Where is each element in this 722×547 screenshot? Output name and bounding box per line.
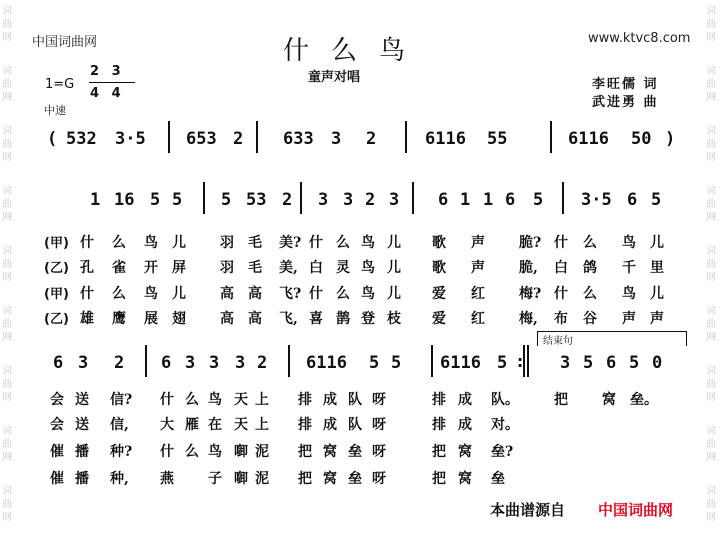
lyric-char: 队 bbox=[348, 417, 362, 433]
watermark-char: 曲 bbox=[706, 259, 716, 270]
lyric-role: (乙) bbox=[44, 261, 69, 276]
lyric-char: 脆? bbox=[519, 235, 542, 251]
footer-source-label: 本曲谱源自 bbox=[490, 501, 566, 519]
note: 53 bbox=[246, 190, 267, 210]
bar-line bbox=[562, 182, 564, 214]
note: 6116 bbox=[306, 353, 347, 373]
lyric-char: 鸟 bbox=[361, 260, 375, 276]
lyric-char: 排 bbox=[432, 417, 446, 433]
lyric-char: 呀 bbox=[372, 417, 386, 433]
note: 633 bbox=[283, 129, 314, 149]
note: 2 bbox=[233, 129, 244, 149]
note: 16 bbox=[114, 190, 135, 210]
watermark-char: 曲 bbox=[2, 19, 12, 30]
watermark-char: 曲 bbox=[2, 199, 12, 210]
lyric-char: 鸟 bbox=[208, 444, 222, 460]
lyric-char: 千 bbox=[622, 260, 636, 276]
lyric-char: 燕 bbox=[160, 471, 174, 487]
lyric-char: 屏 bbox=[172, 260, 186, 276]
lyric-char: 声 bbox=[650, 311, 664, 327]
watermark-char: 网 bbox=[2, 152, 12, 163]
note: 6 bbox=[438, 190, 449, 210]
lyric-char: 什 bbox=[554, 286, 568, 302]
lyric-char: 会 bbox=[50, 417, 64, 433]
lyric-char: 垒 bbox=[348, 444, 362, 460]
note: 6116 bbox=[440, 353, 481, 373]
watermark-char: 曲 bbox=[706, 139, 716, 150]
lyric-char: 天 bbox=[234, 392, 248, 408]
lyric-char: 飞, bbox=[279, 311, 298, 327]
watermark-char: 词 bbox=[2, 126, 12, 137]
lyric-char: 谷 bbox=[583, 311, 597, 327]
note: 6 bbox=[627, 190, 638, 210]
lyric-char: 垒 bbox=[348, 471, 362, 487]
lyric-char: 播 bbox=[75, 471, 89, 487]
lyric-char: 鸟 bbox=[622, 286, 636, 302]
watermark-char: 网 bbox=[2, 512, 12, 523]
site-name-left: 中国词曲网 bbox=[32, 35, 98, 50]
lyric-char: 鹊 bbox=[336, 311, 350, 327]
lyric-char: 毛 bbox=[248, 260, 262, 276]
note: 3 bbox=[78, 353, 89, 373]
lyric-char: 儿 bbox=[387, 286, 401, 302]
lyric-char: 催 bbox=[50, 444, 64, 460]
time-signature-bottom: 4 4 bbox=[90, 86, 125, 101]
lyric-char: 种? bbox=[110, 444, 133, 460]
lyric-char: 么 bbox=[583, 235, 597, 251]
site-url: www.ktvc8.com bbox=[588, 31, 691, 46]
lyric-char: 登 bbox=[361, 311, 375, 327]
lyric-char: 队 bbox=[348, 392, 362, 408]
lyric-char: 呀 bbox=[372, 392, 386, 408]
lyric-char: 鸽 bbox=[583, 260, 597, 276]
note: 5 bbox=[533, 190, 544, 210]
lyric-char: 么 bbox=[336, 286, 350, 302]
watermark-char: 曲 bbox=[2, 259, 12, 270]
lyric-char: 儿 bbox=[172, 286, 186, 302]
bar-line bbox=[288, 345, 290, 377]
note: 3 bbox=[389, 190, 400, 210]
lyricist-credit: 李旺儒 词 bbox=[592, 77, 659, 92]
lyric-char: 窝 bbox=[323, 444, 337, 460]
lyric-char: 声 bbox=[471, 260, 485, 276]
note: 0 bbox=[652, 353, 663, 373]
bar-line bbox=[256, 121, 258, 153]
watermark-char: 网 bbox=[706, 212, 716, 223]
watermark-char: 词 bbox=[2, 306, 12, 317]
watermark-char: 网 bbox=[2, 92, 12, 103]
lyric-char: 声 bbox=[622, 311, 636, 327]
lyric-char: 鸟 bbox=[208, 392, 222, 408]
lyric-char: 梅? bbox=[519, 286, 542, 302]
lyric-char: 鸟 bbox=[361, 286, 375, 302]
note: 5 bbox=[391, 353, 402, 373]
lyric-char: 泥 bbox=[255, 471, 269, 487]
lyric-char: 高 bbox=[220, 286, 234, 302]
composer-credit: 武进勇 曲 bbox=[592, 95, 659, 110]
watermark-char: 网 bbox=[706, 332, 716, 343]
lyric-char: 展 bbox=[144, 311, 158, 327]
note: 5 bbox=[150, 190, 161, 210]
lyric-char: 排 bbox=[298, 417, 312, 433]
note: 3 bbox=[209, 353, 220, 373]
lyric-char: 雄 bbox=[80, 311, 94, 327]
lyric-char: 上 bbox=[255, 417, 269, 433]
lyric-char: 子 bbox=[208, 471, 222, 487]
time-signature-top: 2 3 bbox=[90, 64, 125, 79]
watermark-char: 网 bbox=[706, 92, 716, 103]
lyric-char: 羽 bbox=[220, 260, 234, 276]
lyric-char: 把 bbox=[298, 444, 312, 460]
watermark-char: 词 bbox=[2, 6, 12, 17]
lyric-char: 对。 bbox=[491, 417, 519, 433]
lyric-char: 鸟 bbox=[144, 286, 158, 302]
note: 5 bbox=[172, 190, 183, 210]
lyric-char: 什 bbox=[309, 235, 323, 251]
lyric-char: 爱 bbox=[432, 286, 446, 302]
lyric-char: 孔 bbox=[80, 260, 94, 276]
watermark-char: 曲 bbox=[706, 319, 716, 330]
watermark-char: 曲 bbox=[2, 319, 12, 330]
watermark-char: 词 bbox=[2, 486, 12, 497]
lyric-role: (甲) bbox=[44, 236, 69, 251]
lyric-char: 什 bbox=[160, 392, 174, 408]
bar-line bbox=[431, 345, 433, 377]
lyric-char: 鸟 bbox=[144, 235, 158, 251]
watermark-char: 网 bbox=[706, 512, 716, 523]
lyric-char: 垒? bbox=[491, 444, 514, 460]
lyric-char: 什 bbox=[80, 286, 94, 302]
watermark-char: 词 bbox=[2, 186, 12, 197]
lyric-char: 排 bbox=[432, 392, 446, 408]
watermark-char: 网 bbox=[2, 332, 12, 343]
lyric-char: 么 bbox=[112, 286, 126, 302]
bar-line bbox=[300, 182, 302, 214]
lyric-char: 儿 bbox=[650, 235, 664, 251]
lyric-char: 窝 bbox=[458, 444, 472, 460]
watermark-char: 词 bbox=[706, 126, 716, 137]
bar-line bbox=[168, 121, 170, 153]
watermark-char: 曲 bbox=[2, 499, 12, 510]
lyric-char: 高 bbox=[248, 286, 262, 302]
note: 1 bbox=[460, 190, 471, 210]
lyric-char: 送 bbox=[75, 392, 89, 408]
note: 653 bbox=[186, 129, 217, 149]
ending-label: 结束句 bbox=[543, 336, 573, 347]
watermark-char: 词 bbox=[2, 426, 12, 437]
watermark-char: 曲 bbox=[2, 139, 12, 150]
lyric-char: 催 bbox=[50, 471, 64, 487]
note: 5 bbox=[369, 353, 380, 373]
lyric-char: 呀 bbox=[372, 444, 386, 460]
tempo-marking: 中速 bbox=[44, 104, 66, 117]
watermark-char: 网 bbox=[706, 152, 716, 163]
lyric-char: 什 bbox=[554, 235, 568, 251]
lyric-char: 垒 bbox=[491, 471, 505, 487]
note: 2 bbox=[366, 129, 377, 149]
lyric-role: (甲) bbox=[44, 287, 69, 302]
watermark-char: 曲 bbox=[706, 199, 716, 210]
lyric-char: 灵 bbox=[336, 260, 350, 276]
lyric-char: 雁 bbox=[185, 417, 199, 433]
lyric-char: 垒。 bbox=[630, 392, 658, 408]
lyric-char: 送 bbox=[75, 417, 89, 433]
lyric-char: 羽 bbox=[220, 235, 234, 251]
lyric-char: 雀 bbox=[112, 260, 126, 276]
watermark-char: 网 bbox=[706, 392, 716, 403]
lyric-char: 上 bbox=[255, 392, 269, 408]
lyric-char: 天 bbox=[234, 417, 248, 433]
note: ( bbox=[47, 129, 58, 149]
lyric-char: 开 bbox=[144, 260, 158, 276]
lyric-char: 鹰 bbox=[112, 311, 126, 327]
song-title: 什么鸟 bbox=[283, 36, 428, 66]
watermark-char: 词 bbox=[706, 426, 716, 437]
lyric-role: (乙) bbox=[44, 312, 69, 327]
note: 3·5 bbox=[581, 190, 612, 210]
watermark-char: 网 bbox=[706, 272, 716, 283]
lyric-char: 喜 bbox=[309, 311, 323, 327]
lyric-char: 成 bbox=[323, 417, 337, 433]
watermark-char: 词 bbox=[2, 66, 12, 77]
lyric-char: 么 bbox=[112, 235, 126, 251]
watermark-char: 网 bbox=[706, 452, 716, 463]
lyric-char: 白 bbox=[309, 260, 323, 276]
note: 6 bbox=[53, 353, 64, 373]
lyric-char: 翅 bbox=[172, 311, 186, 327]
lyric-char: 枝 bbox=[387, 311, 401, 327]
watermark-char: 网 bbox=[2, 392, 12, 403]
watermark-char: 网 bbox=[2, 272, 12, 283]
lyric-char: 把 bbox=[554, 392, 568, 408]
lyric-char: 泥 bbox=[255, 444, 269, 460]
lyric-char: 队。 bbox=[491, 392, 519, 408]
watermark-char: 曲 bbox=[2, 439, 12, 450]
lyric-char: 毛 bbox=[248, 235, 262, 251]
lyric-char: 成 bbox=[458, 417, 472, 433]
note: 5 bbox=[583, 353, 594, 373]
lyric-char: 什 bbox=[80, 235, 94, 251]
note: 3 bbox=[318, 190, 329, 210]
note: 50 bbox=[631, 129, 652, 149]
lyric-char: 儿 bbox=[387, 260, 401, 276]
note: 532 bbox=[66, 129, 97, 149]
lyric-char: 里 bbox=[650, 260, 664, 276]
lyric-char: 在 bbox=[208, 417, 222, 433]
bar-line bbox=[405, 121, 407, 153]
lyric-char: 把 bbox=[432, 471, 446, 487]
bar-line bbox=[527, 345, 529, 377]
lyric-char: 布 bbox=[554, 311, 568, 327]
bar-line bbox=[145, 345, 147, 377]
lyric-char: 呀 bbox=[372, 471, 386, 487]
lyric-char: 什 bbox=[309, 286, 323, 302]
lyric-char: 儿 bbox=[172, 235, 186, 251]
lyric-char: 白 bbox=[554, 260, 568, 276]
watermark-char: 词 bbox=[706, 366, 716, 377]
lyric-char: 信? bbox=[110, 392, 133, 408]
bar-line bbox=[412, 182, 414, 214]
watermark-char: 网 bbox=[2, 32, 12, 43]
song-subtitle: 童声对唱 bbox=[308, 70, 361, 85]
lyric-char: 窝 bbox=[458, 471, 472, 487]
lyric-char: 窝 bbox=[602, 392, 616, 408]
lyric-char: 高 bbox=[220, 311, 234, 327]
watermark-char: 词 bbox=[2, 246, 12, 257]
lyric-char: 信, bbox=[110, 417, 129, 433]
lyric-char: 大 bbox=[160, 417, 174, 433]
lyric-char: 歌 bbox=[432, 260, 446, 276]
note: ) bbox=[665, 129, 676, 149]
watermark-char: 词 bbox=[706, 306, 716, 317]
lyric-char: 鸟 bbox=[622, 235, 636, 251]
watermark-char: 曲 bbox=[706, 499, 716, 510]
watermark-char: 网 bbox=[2, 212, 12, 223]
repeat-dots: : bbox=[515, 352, 526, 372]
lyric-char: 么 bbox=[583, 286, 597, 302]
lyric-char: 成 bbox=[323, 392, 337, 408]
note: 3 bbox=[331, 129, 342, 149]
note: 3 bbox=[343, 190, 354, 210]
watermark-char: 词 bbox=[706, 486, 716, 497]
note: 6 bbox=[161, 353, 172, 373]
note: 55 bbox=[487, 129, 508, 149]
note: 3 bbox=[560, 353, 571, 373]
lyric-char: 梅, bbox=[519, 311, 538, 327]
watermark-char: 词 bbox=[706, 66, 716, 77]
note: 5 bbox=[629, 353, 640, 373]
note: 6 bbox=[505, 190, 516, 210]
watermark-char: 词 bbox=[706, 186, 716, 197]
note: 2 bbox=[114, 353, 125, 373]
watermark-char: 网 bbox=[706, 32, 716, 43]
lyric-char: 红 bbox=[471, 311, 485, 327]
lyric-char: 歌 bbox=[432, 235, 446, 251]
note: 3·5 bbox=[115, 129, 146, 149]
note: 5 bbox=[221, 190, 232, 210]
lyric-char: 啣 bbox=[234, 471, 248, 487]
bar-line bbox=[550, 121, 552, 153]
watermark-char: 词 bbox=[2, 366, 12, 377]
watermark-char: 曲 bbox=[706, 79, 716, 90]
lyric-char: 么 bbox=[336, 235, 350, 251]
lyric-char: 儿 bbox=[387, 235, 401, 251]
lyric-char: 会 bbox=[50, 392, 64, 408]
lyric-char: 美, bbox=[279, 260, 298, 276]
note: 2 bbox=[282, 190, 293, 210]
lyric-char: 声 bbox=[471, 235, 485, 251]
key-signature: 1=G bbox=[45, 77, 75, 92]
lyric-char: 播 bbox=[75, 444, 89, 460]
lyric-char: 把 bbox=[298, 471, 312, 487]
watermark-char: 曲 bbox=[706, 379, 716, 390]
watermark-char: 曲 bbox=[2, 379, 12, 390]
lyric-char: 脆, bbox=[519, 260, 538, 276]
watermark-char: 词 bbox=[706, 246, 716, 257]
note: 3 bbox=[235, 353, 246, 373]
lyric-char: 鸟 bbox=[361, 235, 375, 251]
lyric-char: 儿 bbox=[650, 286, 664, 302]
footer-source-brand[interactable]: 中国词曲网 bbox=[598, 501, 674, 519]
lyric-char: 把 bbox=[432, 444, 446, 460]
watermark-char: 词 bbox=[706, 6, 716, 17]
lyric-char: 飞? bbox=[279, 286, 302, 302]
lyric-char: 什 bbox=[160, 444, 174, 460]
lyric-char: 爱 bbox=[432, 311, 446, 327]
note: 2 bbox=[365, 190, 376, 210]
lyric-char: 种, bbox=[110, 471, 129, 487]
note: 5 bbox=[651, 190, 662, 210]
lyric-char: 么 bbox=[185, 444, 199, 460]
note: 1 bbox=[483, 190, 494, 210]
lyric-char: 排 bbox=[298, 392, 312, 408]
watermark-char: 曲 bbox=[2, 79, 12, 90]
note: 6116 bbox=[425, 129, 466, 149]
lyric-char: 红 bbox=[471, 286, 485, 302]
note: 2 bbox=[257, 353, 268, 373]
lyric-char: 窝 bbox=[323, 471, 337, 487]
lyric-char: 美? bbox=[279, 235, 302, 251]
lyric-char: 啣 bbox=[234, 444, 248, 460]
watermark-char: 曲 bbox=[706, 19, 716, 30]
lyric-char: 成 bbox=[458, 392, 472, 408]
note: 6116 bbox=[568, 129, 609, 149]
lyric-char: 高 bbox=[248, 311, 262, 327]
watermark-char: 曲 bbox=[706, 439, 716, 450]
note: 3 bbox=[185, 353, 196, 373]
watermark-char: 网 bbox=[2, 452, 12, 463]
note: 1 bbox=[90, 190, 101, 210]
bar-line bbox=[203, 182, 205, 214]
note: 5 bbox=[497, 353, 508, 373]
note: 6 bbox=[606, 353, 617, 373]
lyric-char: 么 bbox=[185, 392, 199, 408]
